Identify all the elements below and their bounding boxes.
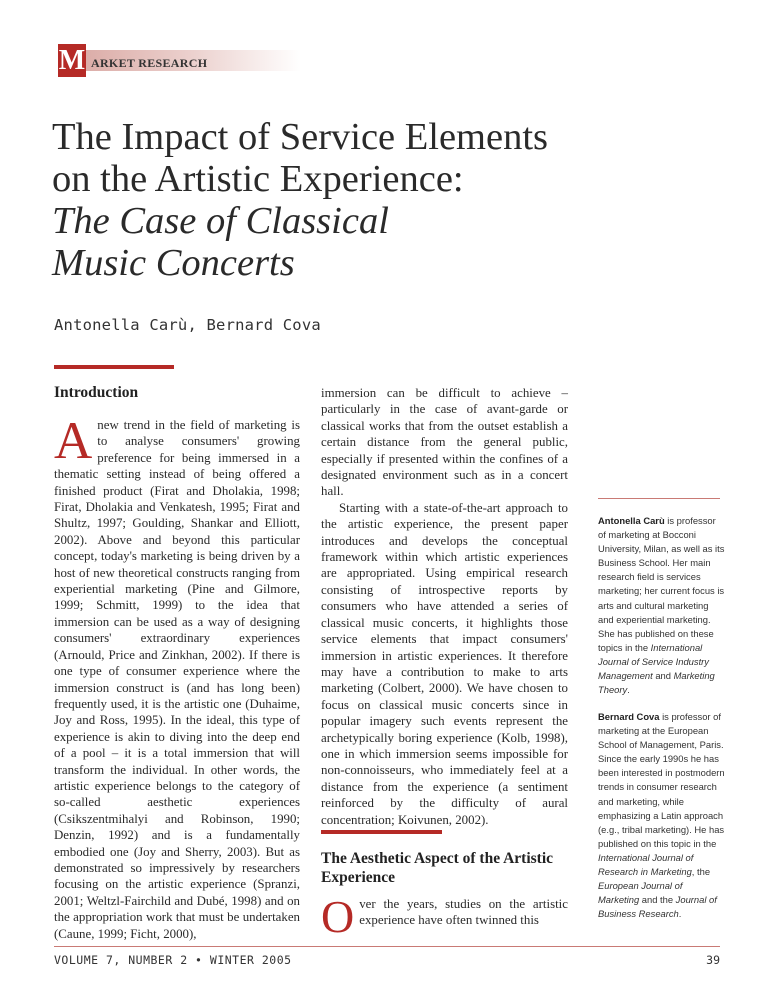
aesthetic-paragraph-1 — [321, 891, 568, 942]
aesthetic-heading: The Aesthetic Aspect of the Artistic Experience — [321, 850, 554, 886]
bio-rule — [598, 498, 720, 499]
page-number: 39 — [706, 953, 720, 967]
bio-cova-text: and the — [639, 894, 676, 906]
drop-cap-o: O — [321, 891, 355, 942]
intro-rule — [54, 365, 174, 369]
intro-column-2 — [321, 385, 568, 828]
section-tab — [58, 44, 301, 77]
section-tab-label: ARKET RESEARCH — [91, 56, 208, 70]
bio-cova-text: is professor of marketing at the European School of Management, Paris. Since the early 1990s he has been interested in postmodern trends in consumer research and marketing, while emphasizing a Latin approach (e.g., tribal marketing). He has published on this topic in the — [598, 711, 725, 849]
footer-rule — [54, 946, 720, 947]
subtitle-line-1: The Case of Classical — [52, 200, 389, 242]
bio-cova-journal: International Journal of Research in Marketing — [598, 851, 694, 878]
footer-issue: VOLUME 7, NUMBER 2 • WINTER 2005 — [54, 953, 292, 967]
bio-caru-text: is professor of marketing at Bocconi University, Milan, as well as its Business School. Her main research field is services marketing; her current focus is arts and cultural marketing and experiential marketing. She has published on these topics in the — [598, 515, 725, 653]
author-line: Antonella Carù, Bernard Cova — [54, 316, 321, 334]
title-line-2: on the Artistic Experience: — [52, 158, 464, 200]
bio-cova-journal: Journal of Business Research — [598, 894, 717, 920]
bio-caru-journal: International Journal of Service Industry Management — [598, 641, 709, 682]
bio-caru-text: and — [652, 670, 674, 682]
aesthetic-column — [321, 891, 568, 942]
intro-paragraph-1 — [54, 412, 300, 942]
intro-paragraph-2: immersion can be difficult to achieve – particularly in the case of avant-garde or classical works that from the outset establish a certain distance from the general public, especially if presented within the confines of a designated environment such as in a concert hall. — [321, 386, 568, 499]
bio-caru-journal: Marketing Theory — [598, 670, 715, 696]
aesthetic-paragraph-1-text: ver the years, studies on the artistic experience have often twinned this — [359, 897, 568, 928]
bio-cova-text: . — [678, 908, 682, 920]
bio-caru-text: . — [627, 684, 630, 696]
title-line-1: The Impact of Service Elements — [52, 116, 549, 158]
section-tab-initial: M — [58, 45, 86, 76]
intro-paragraph-3: Starting with a state-of-the-art approach to the artistic experience, the present paper introduces and develops the conceptual framework within which artistic experiences are appropriated. Using empirical research consisting of introspective reports by consumers who have attended a series of classical music concerts, it highlights those service elements that impact consumers' immersion in artistic experiences. It therefore may have a contribution to make to arts marketing (Colbert, 2000). We have chosen to focus on classical music concerts since in popular imagery such events represent the archetypically boring experience (Kolb, 1998), one in which immersion seems impossible for non-connoisseurs, who immediately feel at a distance from the experience (a sentiment reinforced by the difficulty of aural concentration; Koivunen, 2002). — [321, 500, 568, 827]
bio-cova-journal: European Journal of Marketing — [598, 880, 683, 906]
article-title — [52, 116, 612, 284]
introduction-heading: Introduction — [54, 384, 139, 401]
bio-cova-text: , the — [691, 866, 711, 878]
subtitle-line-2: Music Concerts — [52, 242, 295, 284]
intro-column-1 — [54, 412, 300, 942]
bio-cova-name: Bernard Cova — [598, 711, 660, 722]
bio-caru — [598, 514, 726, 697]
drop-cap-a: A — [54, 412, 93, 470]
bio-caru-name: Antonella Carù — [598, 515, 665, 526]
bio-cova — [598, 710, 726, 921]
aesthetic-rule — [321, 830, 442, 834]
intro-paragraph-1-text: new trend in the field of marketing is to analyse consumers' growing preference for being immersed in a thematic setting instead of being offered a finished product (Firat and Dholakia, 1998; Firat, Dholakia and Venkatesh, 1995; Firat and Shultz, 1997; Goulding, Shankar and Elliott, 2002). Above and beyond this particular concept, today's marketing is being driven by a host of new theoretical constructs ranging from experiential marketing (Pine and Gilmore, 1999; Schmitt, 1999) to the idea that immersion can be used as a way of designing consumers' extraordinary experiences (Arnould, Price and Zinkhan, 2002). If there is one type of consumer experience where the immersion construct is (and has long been) frequently used, it is the artistic one (Duhaime, Joy and Ross, 1995). In the ideal, this type of experience is akin to diving into the deep end of a pool – it is a total immersion that will transform the individual. In other words, the artistic experience belongs to the category of so-called aesthetic experiences (Csikszentmihalyi and Robinson, 1990; Denzin, 1992) and is a fundamentally embodied one (Joy and Sherry, 2003). But as demonstrated so impressively by researchers focusing on the artistic experience (Spranzi, 2001; Weltzl-Fairchild and Dubé, 1998) and on the appropriation work that must be undertaken (Caune, 1999; Ficht, 2000), — [54, 418, 300, 941]
